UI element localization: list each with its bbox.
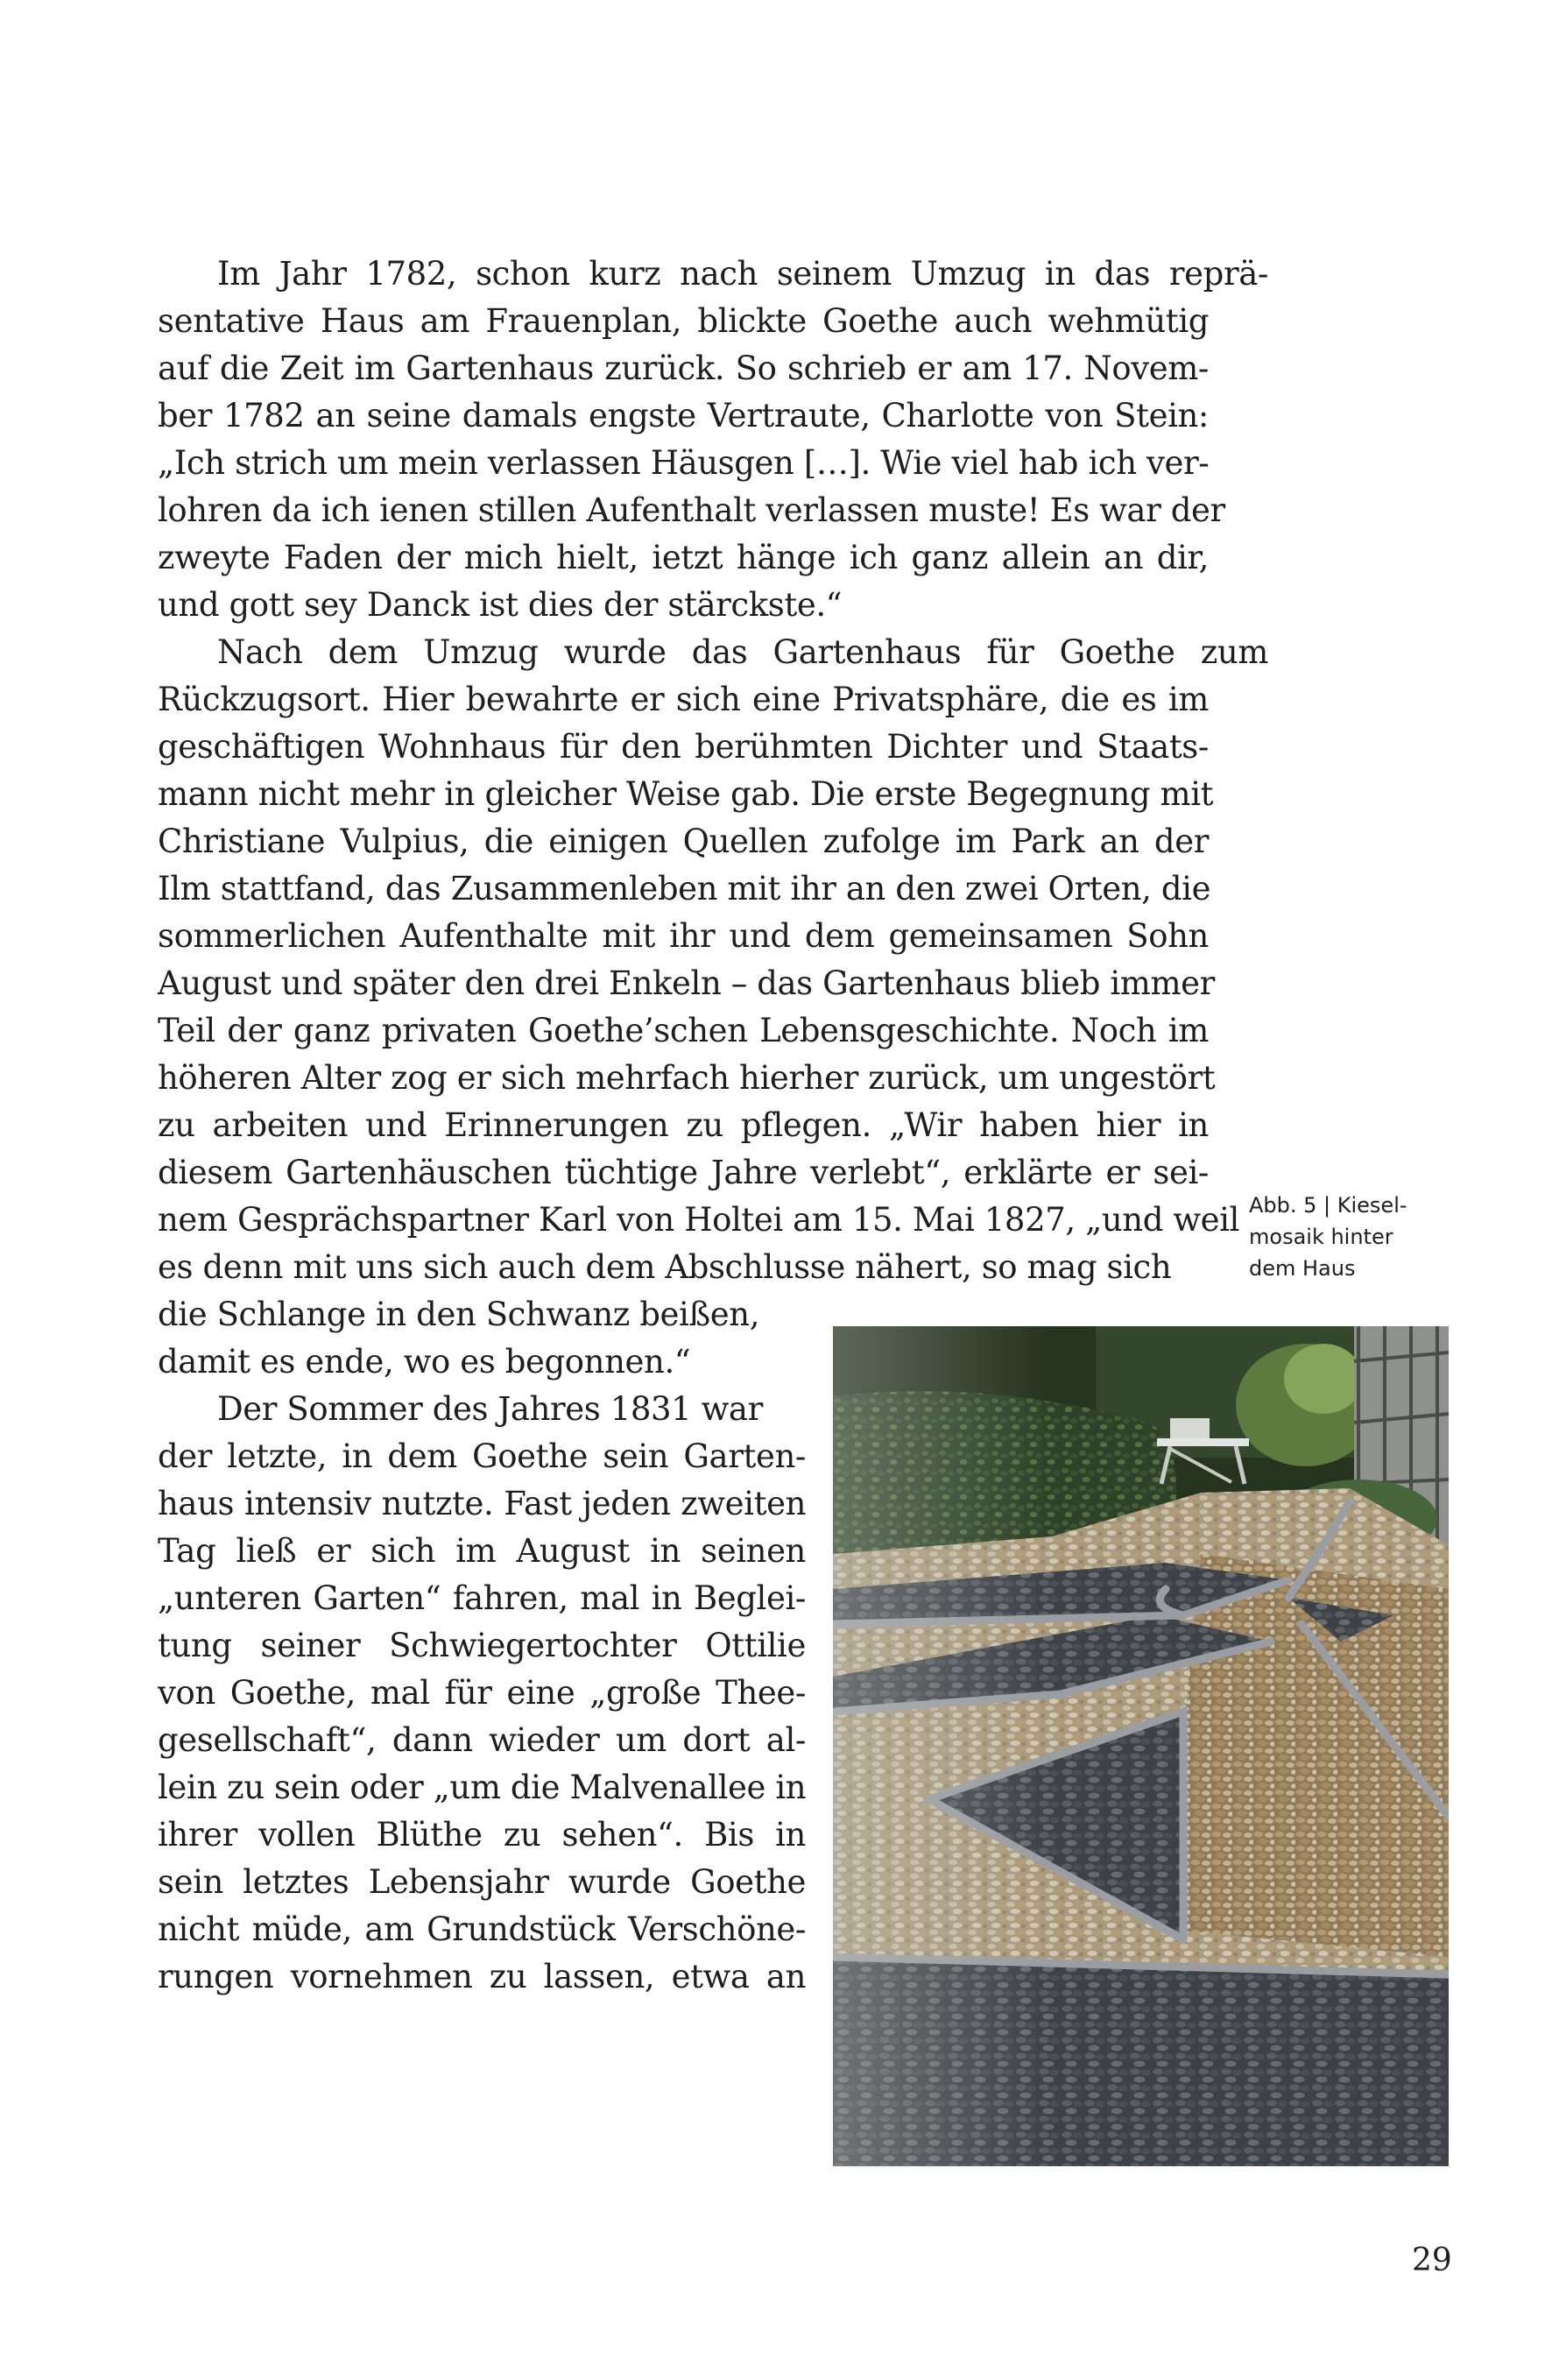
text-line: Christiane Vulpius, die einigen Quellen zufolge im Park an der [158, 823, 1209, 860]
text-line: ber 1782 an seine damals engste Vertraute, Charlotte von Stein: [158, 397, 1209, 434]
text-line: der letzte, in dem Goethe sein Garten- [158, 1437, 806, 1475]
figure-caption [1249, 1190, 1424, 1284]
text-line: gesellschaft“, dann wieder um dort al- [158, 1721, 806, 1759]
text-line: lohren da ich ienen stillen Aufenthalt verlassen muste! Es war der [158, 491, 1225, 529]
text-line: tung seiner Schwiegertochter Ottilie [158, 1627, 806, 1664]
text-line: Nach dem Umzug wurde das Gartenhaus für Goethe zum [217, 633, 1268, 671]
text-line: Ilm stattfand, das Zusammenleben mit ihr an den zwei Orten, die [158, 870, 1211, 908]
text-line: von Goethe, mal für eine „große Thee- [158, 1674, 806, 1712]
text-line: ihrer vollen Blüthe zu sehen“. Bis in [158, 1816, 806, 1854]
text-line: sentative Haus am Frauenplan, blickte Goethe auch wehmütig [158, 302, 1209, 340]
text-line: die Schlange in den Schwanz beißen, [158, 1296, 760, 1333]
text-line: diesem Gartenhäuschen tüchtige Jahre verlebt“, erklärte er sei- [158, 1154, 1209, 1191]
text-line: Im Jahr 1782, schon kurz nach seinem Umzug in das reprä- [217, 255, 1268, 293]
text-line: nem Gesprächspartner Karl von Holtei am 15. Mai 1827, „und weil [158, 1201, 1239, 1239]
text-line: rungen vornehmen zu lassen, etwa an [158, 1958, 806, 1995]
pebble-mosaic-illustration [833, 1326, 1449, 2166]
text-line: lein zu sein oder „um die Malvenallee in [158, 1769, 807, 1806]
text-line: höheren Alter zog er sich mehrfach hierher zurück, um ungestört [158, 1059, 1216, 1097]
text-line: haus intensiv nutzte. Fast jeden zweiten [158, 1485, 806, 1522]
text-line: geschäftigen Wohnhaus für den berühmten Dichter und Staats- [158, 728, 1209, 766]
page-number: 29 [1412, 2242, 1452, 2278]
text-line: Rückzugsort. Hier bewahrte er sich eine Privatsphäre, die es im [158, 681, 1209, 718]
text-line: sein letztes Lebensjahr wurde Goethe [158, 1863, 806, 1901]
text-line: Tag ließ er sich im August in seinen [158, 1532, 806, 1570]
text-line: „unteren Garten“ fahren, mal in Beglei- [158, 1579, 806, 1617]
pebble-mosaic-photo [833, 1326, 1449, 2166]
text-line: auf die Zeit im Gartenhaus zurück. So schrieb er am 17. Novem- [158, 350, 1209, 387]
text-line: damit es ende, wo es begonnen.“ [158, 1343, 691, 1381]
text-line: zu arbeiten und Erinnerungen zu pflegen. „Wir haben hier in [158, 1106, 1209, 1144]
text-line: mann nicht mehr in gleicher Weise gab. Die erste Begegnung mit [158, 775, 1214, 813]
caption-line: Abb. 5 | Kiesel- [1249, 1193, 1407, 1218]
text-line: „Ich strich um mein verlassen Häusgen […]. Wie viel hab ich ver- [158, 444, 1210, 482]
caption-line: dem Haus [1249, 1256, 1356, 1281]
text-line: sommerlichen Aufenthalte mit ihr und dem gemeinsamen Sohn [158, 917, 1209, 955]
text-line: zweyte Faden der mich hielt, ietzt hänge ich ganz allein an dir, [158, 539, 1209, 576]
text-line: Teil der ganz privaten Goethe’schen Lebensgeschichte. Noch im [158, 1012, 1209, 1049]
caption-line: mosaik hinter [1249, 1225, 1393, 1249]
text-line: und gott sey Danck ist dies der stärckste.“ [158, 586, 843, 624]
text-line: August und später den drei Enkeln – das Gartenhaus blieb immer [158, 964, 1215, 1002]
text-line: es denn mit uns sich auch dem Abschlusse nähert, so mag sich [158, 1248, 1172, 1286]
text-line: Der Sommer des Jahres 1831 war [217, 1390, 763, 1428]
text-line: nicht müde, am Grundstück Verschöne- [158, 1910, 806, 1948]
